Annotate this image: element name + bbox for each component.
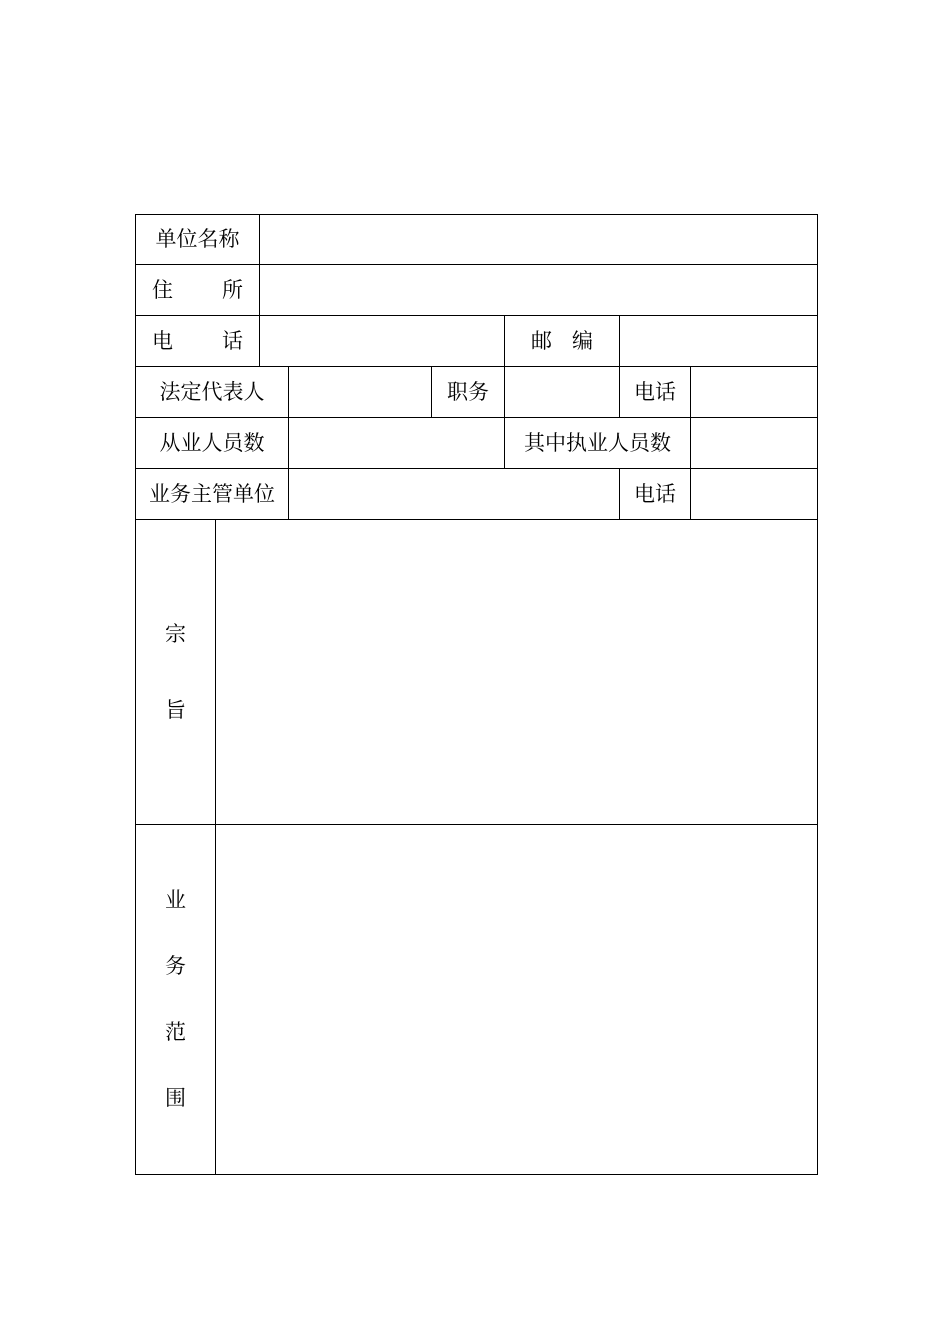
legal-rep-field[interactable]: [289, 367, 432, 418]
position-field[interactable]: [505, 367, 620, 418]
legal-rep-phone-field[interactable]: [691, 367, 818, 418]
staff-count-field[interactable]: [289, 418, 505, 469]
postcode-field[interactable]: [620, 316, 818, 367]
unit-name-field[interactable]: [260, 215, 818, 265]
business-scope-label-char: 围: [165, 1086, 186, 1110]
legal-rep-label: 法定代表人: [136, 367, 289, 418]
supervisor-label: 业务主管单位: [136, 469, 289, 520]
row-purpose: [136, 520, 818, 825]
purpose-label-char: 旨: [165, 697, 186, 722]
business-scope-label-char: 务: [165, 954, 186, 978]
purpose-field[interactable]: [216, 520, 818, 825]
row-phone-postcode: [136, 316, 818, 367]
phone-label-char: 话: [222, 328, 243, 353]
unit-name-label: 单位名称: [136, 215, 260, 265]
address-field[interactable]: [260, 265, 818, 316]
row-unit-name: [136, 215, 818, 265]
purpose-label: [136, 520, 216, 825]
staff-count-label: 从业人员数: [136, 418, 289, 469]
registration-form-table: [135, 214, 818, 1175]
licensed-staff-label: 其中执业人员数: [505, 418, 691, 469]
business-scope-label-char: 业: [165, 888, 186, 912]
position-label: 职务: [432, 367, 505, 418]
legal-rep-phone-label: 电话: [620, 367, 691, 418]
purpose-label-char: 宗: [165, 621, 186, 646]
phone-label: [136, 316, 260, 367]
business-scope-label-char: 范: [165, 1020, 186, 1044]
row-legal-rep: [136, 367, 818, 418]
supervisor-field[interactable]: [289, 469, 620, 520]
address-label-char: 所: [222, 277, 243, 302]
row-supervisor: [136, 469, 818, 520]
address-label: [136, 265, 260, 316]
phone-label-char: 电: [152, 328, 173, 353]
supervisor-phone-label: 电话: [620, 469, 691, 520]
postcode-label-char: 邮: [531, 328, 552, 353]
licensed-staff-field[interactable]: [691, 418, 818, 469]
supervisor-phone-field[interactable]: [691, 469, 818, 520]
row-address: [136, 265, 818, 316]
address-label-char: 住: [152, 277, 173, 302]
row-business-scope: [136, 825, 818, 1175]
postcode-label-char: 编: [572, 328, 593, 353]
postcode-label: [505, 316, 620, 367]
business-scope-field[interactable]: [216, 825, 818, 1175]
phone-field[interactable]: [260, 316, 505, 367]
business-scope-label: [136, 825, 216, 1175]
row-staff-count: [136, 418, 818, 469]
